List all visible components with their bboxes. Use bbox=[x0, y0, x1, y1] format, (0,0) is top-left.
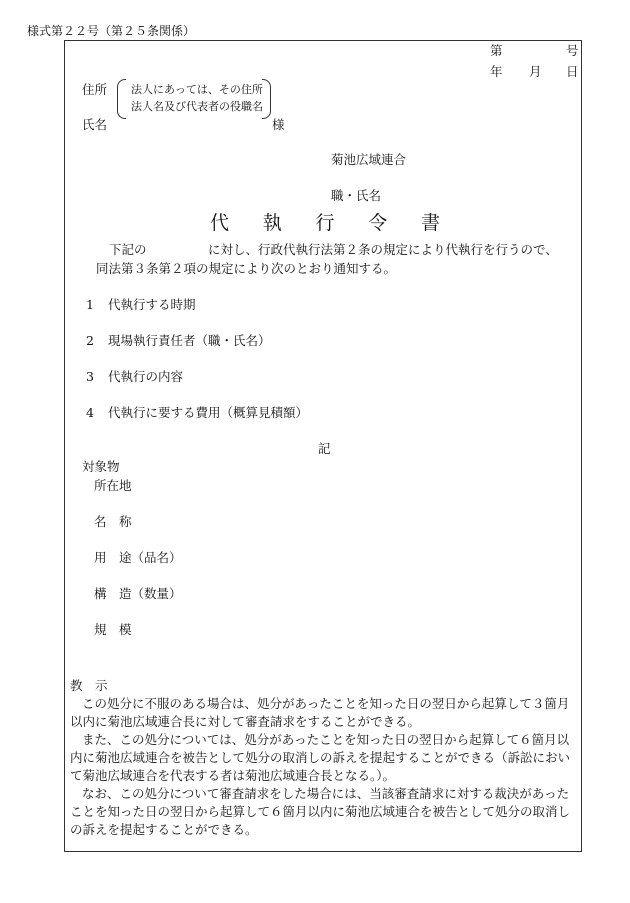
issuer-org: 菊池広域連合 bbox=[331, 152, 407, 167]
title-char: 代 bbox=[210, 212, 230, 234]
item-number: 1 bbox=[86, 297, 94, 312]
instruction-line: なお、この処分について審査請求をした場合には、当該審査請求に対する裁決があった bbox=[82, 786, 570, 801]
item-number: 4 bbox=[86, 405, 94, 420]
instruction-heading: 教 示 bbox=[70, 678, 108, 693]
target-heading: 対象物 bbox=[82, 459, 120, 474]
bracket-left bbox=[117, 79, 126, 119]
bracket-right bbox=[262, 79, 271, 119]
instruction-line: 内に菊池広域連合を被告として処分の取消しの訴えを提起することができる（訴訟におい bbox=[70, 750, 571, 765]
instruction-line: この処分に不服のある場合は、処分があったことを知った日の翌日から起算して３箇月 bbox=[82, 696, 570, 711]
date-year: 年 bbox=[490, 64, 503, 79]
form-number: 様式第２２号（第２５条関係） bbox=[27, 24, 196, 38]
target-field: 所在地 bbox=[94, 478, 132, 493]
instruction-line: て菊池広域連合を代表する者は菊池広域連合長となる。）。 bbox=[70, 768, 396, 783]
item-label: 代執行する時期 bbox=[108, 297, 196, 312]
target-field: 名 称 bbox=[94, 514, 132, 529]
target-field: 構 造（数量） bbox=[94, 586, 182, 601]
item-number: 3 bbox=[86, 369, 94, 384]
title-char: 書 bbox=[420, 212, 440, 234]
instruction-line: また、この処分については、処分があったことを知った日の翌日から起算して６箇月以 bbox=[82, 732, 570, 747]
target-field: 用 途（品名） bbox=[94, 550, 182, 565]
ki-marker: 記 bbox=[318, 441, 331, 456]
honorific: 様 bbox=[272, 117, 285, 132]
name-label: 氏名 bbox=[82, 117, 108, 132]
issuer-position-name: 職・氏名 bbox=[331, 188, 382, 203]
item-label: 代執行に要する費用（概算見積額） bbox=[108, 405, 309, 420]
document-no-label: 第 bbox=[490, 43, 503, 58]
addressee-note-line1: 法人にあっては、その住所 bbox=[131, 83, 263, 96]
date-day: 日 bbox=[566, 64, 579, 79]
addressee-note-line2: 法人名及び代表者の役職名 bbox=[131, 100, 263, 113]
date-month: 月 bbox=[529, 64, 542, 79]
intro-line1-part1: 下記の bbox=[109, 242, 147, 257]
title-char: 執 bbox=[262, 212, 282, 234]
document-title bbox=[210, 214, 440, 233]
intro-line1-part2: に対し、行政代執行法第２条の規定により代執行を行うので、 bbox=[208, 242, 558, 257]
intro-line2: 同法第３条第２項の規定により次のとおり通知する。 bbox=[96, 261, 397, 276]
document-no-suffix: 号 bbox=[566, 43, 579, 58]
item-label: 代執行の内容 bbox=[108, 369, 184, 384]
instruction-line: 以内に菊池広域連合長に対して審査請求をすることができる。 bbox=[70, 714, 421, 729]
title-char: 行 bbox=[315, 212, 335, 234]
title-char: 令 bbox=[368, 212, 388, 234]
item-number: 2 bbox=[86, 333, 94, 348]
target-field: 規 模 bbox=[94, 622, 132, 637]
instruction-line: の訴えを提起することができる。 bbox=[70, 822, 258, 837]
item-label: 現場執行責任者（職・氏名） bbox=[108, 333, 271, 348]
address-label: 住所 bbox=[82, 82, 108, 97]
instruction-line: ことを知った日の翌日から起算して６箇月以内に菊池広域連合を被告として処分の取消し bbox=[70, 804, 571, 819]
